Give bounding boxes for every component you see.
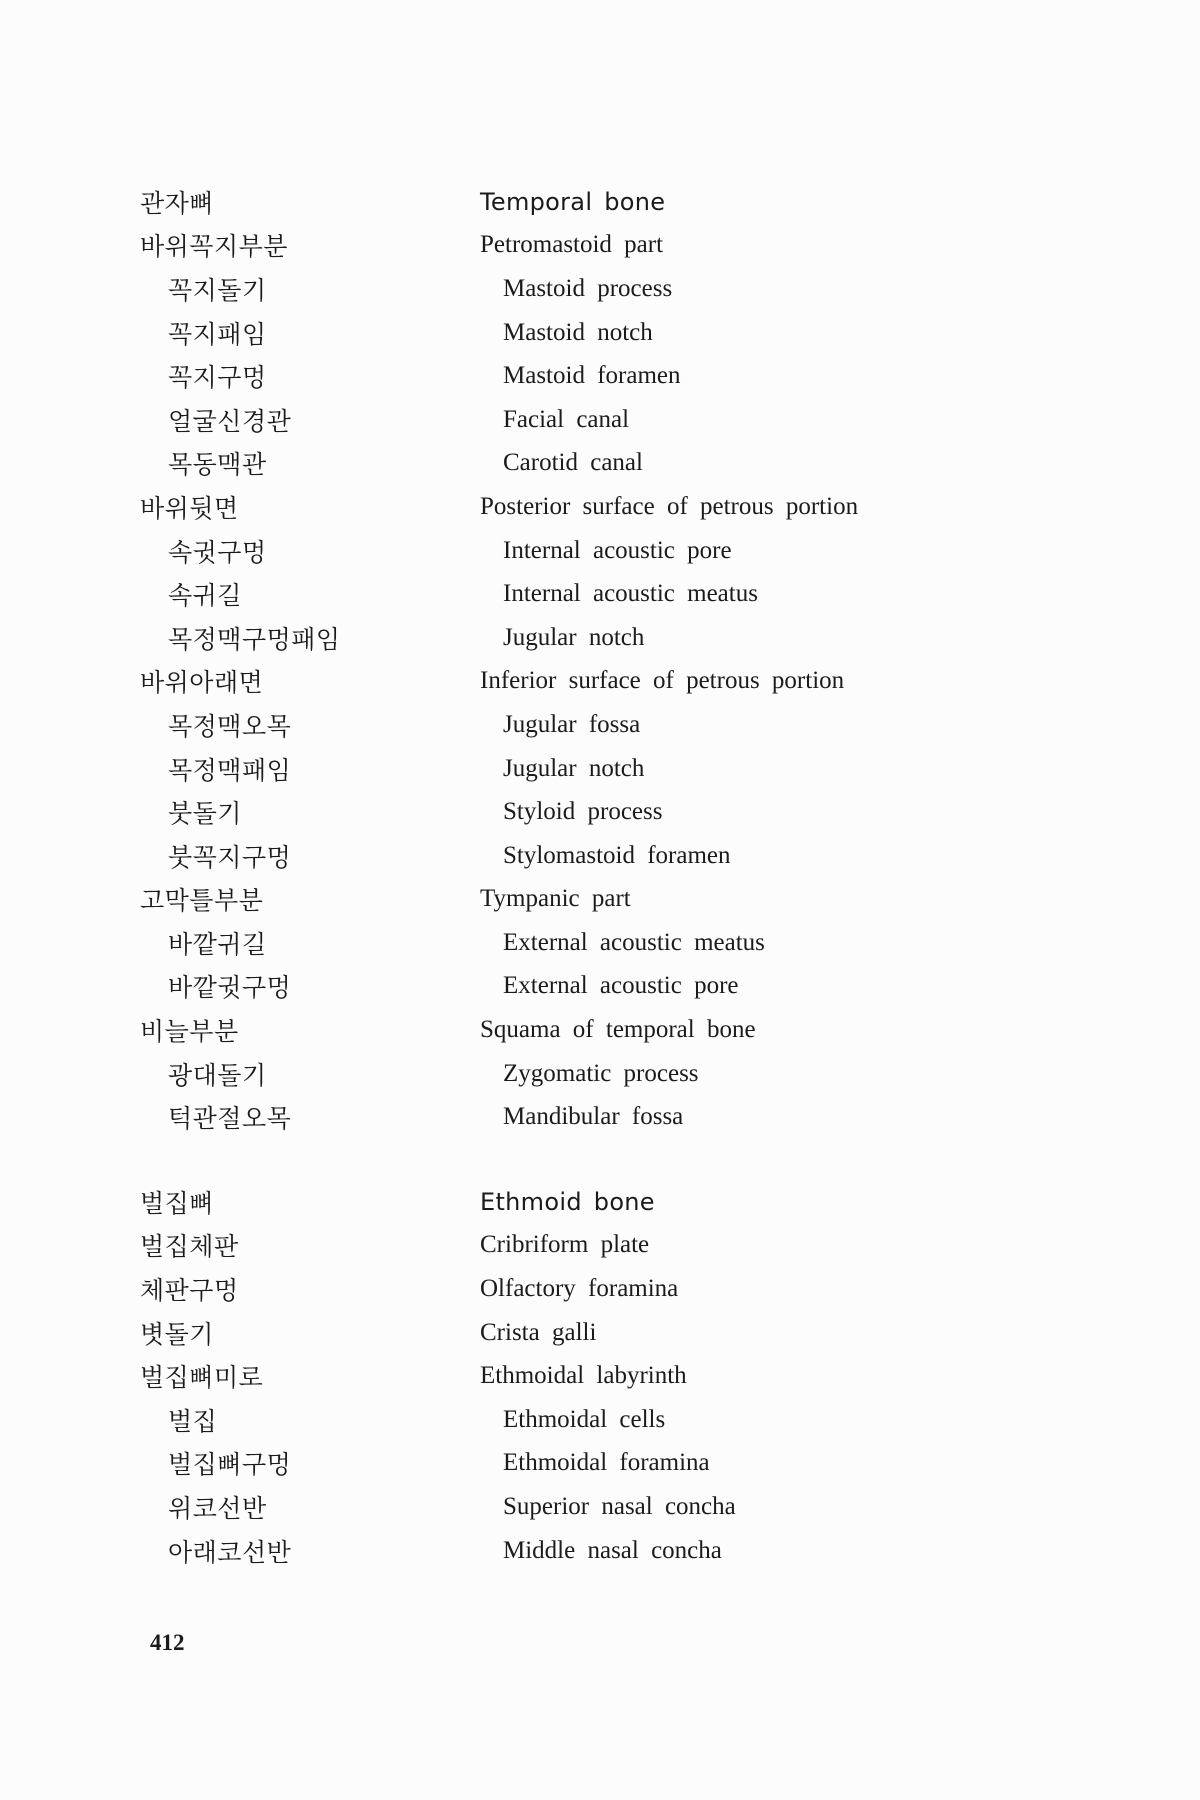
english-term: Squama of temporal bone <box>480 1016 756 1044</box>
term-row <box>140 1398 1040 1442</box>
term-row <box>140 660 1040 704</box>
ethmoid-bone-section <box>140 1180 1040 1572</box>
korean-term: 꼭지패임 <box>168 319 267 349</box>
term-row <box>140 1267 1040 1311</box>
korean-term: 바깥귓구멍 <box>168 973 292 1003</box>
term-row <box>140 1485 1040 1529</box>
korean-term: 목정맥패임 <box>168 755 292 785</box>
term-row <box>140 442 1040 486</box>
term-row <box>140 1224 1040 1268</box>
korean-term: 목동맥관 <box>168 450 267 480</box>
term-row <box>140 354 1040 398</box>
english-term: Temporal bone <box>480 187 666 216</box>
korean-term: 광대돌기 <box>168 1060 267 1090</box>
term-row <box>140 311 1040 355</box>
english-term: Stylomastoid foramen <box>503 841 731 869</box>
term-row <box>140 1354 1040 1398</box>
english-term: Mastoid notch <box>503 318 653 346</box>
korean-term: 고막틀부분 <box>140 886 264 916</box>
english-term: Inferior surface of petrous portion <box>480 667 845 695</box>
term-row <box>140 572 1040 616</box>
heading-row <box>140 180 1040 224</box>
korean-term: 바위뒷면 <box>140 493 239 523</box>
term-row <box>140 616 1040 660</box>
english-term: Styloid process <box>503 798 663 826</box>
korean-term: 목정맥오목 <box>168 711 292 741</box>
korean-term: 위코선반 <box>168 1493 267 1523</box>
term-row <box>140 1529 1040 1573</box>
korean-term: 체판구멍 <box>140 1275 239 1305</box>
term-row <box>140 747 1040 791</box>
heading-row <box>140 1180 1040 1224</box>
korean-term: 관자뼈 <box>140 188 214 218</box>
term-row <box>140 703 1040 747</box>
korean-term: 볏돌기 <box>140 1319 214 1349</box>
page-number: 412 <box>150 1630 185 1655</box>
korean-term: 속귓구멍 <box>168 537 267 567</box>
english-term: Carotid canal <box>503 449 643 477</box>
term-row <box>140 398 1040 442</box>
english-term: Posterior surface of petrous portion <box>480 492 859 520</box>
english-term: External acoustic meatus <box>503 928 765 956</box>
english-term: Tympanic part <box>480 885 631 913</box>
term-row <box>140 1052 1040 1096</box>
term-row <box>140 921 1040 965</box>
korean-term: 비늘부분 <box>140 1017 239 1047</box>
term-row <box>140 1095 1040 1139</box>
korean-term: 벌집뼈구멍 <box>168 1450 292 1480</box>
english-term: Mastoid process <box>503 274 673 302</box>
english-term: Olfactory foramina <box>480 1274 679 1302</box>
english-term: Ethmoid bone <box>480 1187 655 1216</box>
english-term: Internal acoustic meatus <box>503 580 758 608</box>
term-row <box>140 1008 1040 1052</box>
english-term: Superior nasal concha <box>503 1492 736 1520</box>
term-row <box>140 529 1040 573</box>
english-term: Middle nasal concha <box>503 1536 722 1564</box>
term-row <box>140 224 1040 268</box>
term-row <box>140 878 1040 922</box>
term-row <box>140 267 1040 311</box>
korean-term: 얼굴신경관 <box>168 406 292 436</box>
english-term: Zygomatic process <box>503 1059 699 1087</box>
korean-term: 바위아래면 <box>140 668 264 698</box>
english-term: Mastoid foramen <box>503 362 681 390</box>
korean-term: 속귀길 <box>168 581 242 611</box>
korean-term: 벌집체판 <box>140 1232 239 1262</box>
korean-term: 턱관절오목 <box>168 1104 292 1134</box>
term-row <box>140 834 1040 878</box>
korean-term: 꼭지구멍 <box>168 363 267 393</box>
temporal-bone-section <box>140 180 1040 1139</box>
english-term: Jugular notch <box>503 623 645 651</box>
korean-term: 목정맥구멍패임 <box>168 624 341 654</box>
korean-term: 아래코선반 <box>168 1537 292 1567</box>
english-term: Mandibular fossa <box>503 1103 684 1131</box>
english-term: Petromastoid part <box>480 231 664 259</box>
term-row <box>140 1442 1040 1486</box>
term-row <box>140 965 1040 1009</box>
english-term: Facial canal <box>503 405 630 433</box>
term-row <box>140 790 1040 834</box>
term-row <box>140 485 1040 529</box>
korean-term: 바위꼭지부분 <box>140 232 288 262</box>
korean-term: 꼭지돌기 <box>168 275 267 305</box>
english-term: Ethmoidal labyrinth <box>480 1362 687 1390</box>
english-term: Jugular fossa <box>503 710 641 738</box>
english-term: External acoustic pore <box>503 972 739 1000</box>
korean-term: 벌집 <box>168 1406 218 1436</box>
korean-term: 벌집뼈 <box>140 1188 214 1218</box>
english-term: Ethmoidal cells <box>503 1405 666 1433</box>
english-term: Internal acoustic pore <box>503 536 732 564</box>
korean-term: 붓꼭지구멍 <box>168 842 292 872</box>
korean-term: 바깥귀길 <box>168 929 267 959</box>
english-term: Jugular notch <box>503 754 645 782</box>
english-term: Cribriform plate <box>480 1231 650 1259</box>
korean-term: 벌집뼈미로 <box>140 1363 264 1393</box>
english-term: Ethmoidal foramina <box>503 1449 710 1477</box>
korean-term: 붓돌기 <box>168 799 242 829</box>
term-row <box>140 1311 1040 1355</box>
english-term: Crista galli <box>480 1318 597 1346</box>
